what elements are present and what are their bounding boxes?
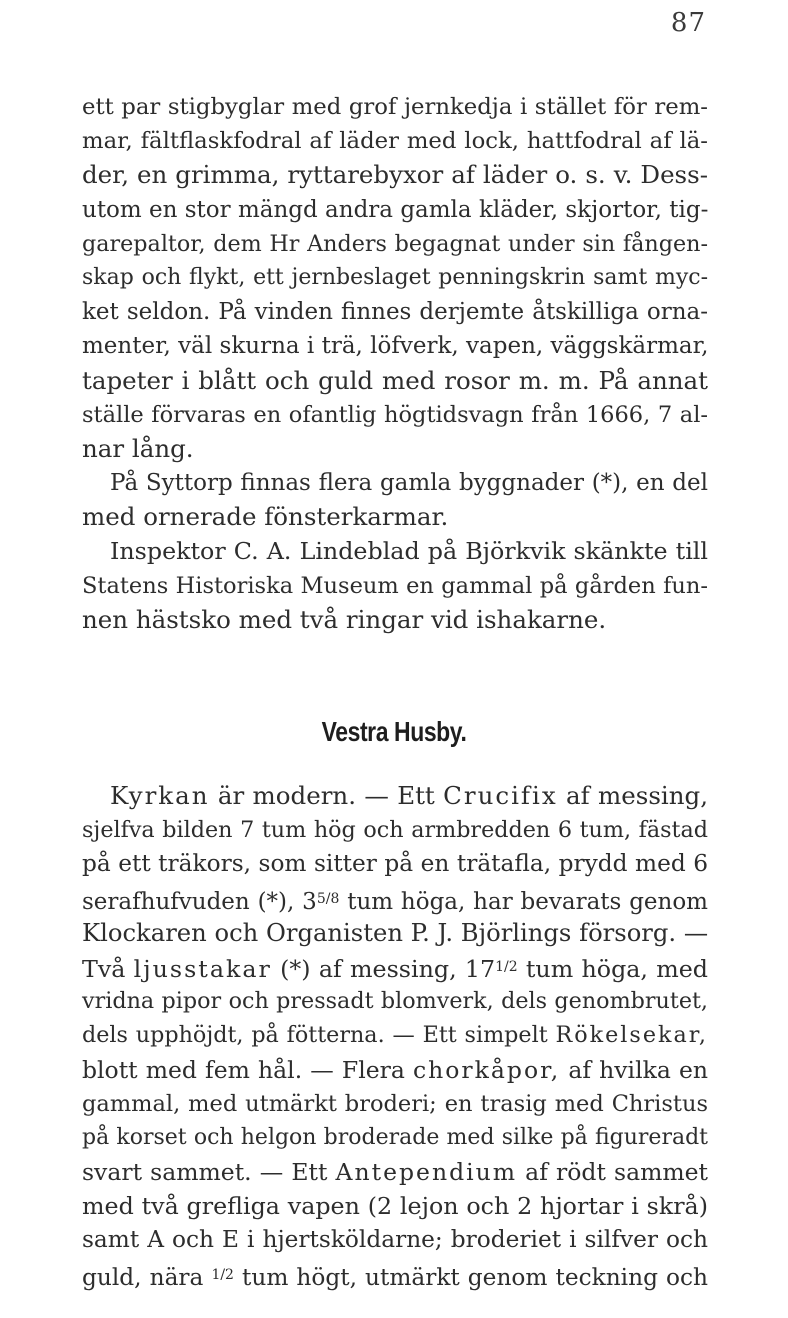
text-line — [82, 950, 708, 984]
text-line — [82, 1258, 708, 1292]
text-fragment: (*) af messing, 17 — [271, 954, 496, 983]
text-fragment: tum högt, utmärkt genom teckning och — [233, 1263, 708, 1291]
text-line: utom en stor mängd andra gamla kläder, skjortor, tig- — [82, 196, 709, 223]
text-fragment: tum höga, med — [517, 954, 709, 983]
text-line: ställe förvaras en ofantlig högtidsvagn från 1666, 7 al- — [82, 401, 708, 428]
text-line — [82, 882, 708, 916]
text-line: med ornerade fönsterkarmar. — [82, 502, 449, 532]
text-line: tapeter i blått och guld med rosor m. m. På annat — [82, 365, 708, 395]
text-fragment: guld, nära — [82, 1263, 212, 1291]
fraction: 1/2 — [211, 1266, 234, 1283]
text-fragment: är modern. — Ett — [209, 781, 444, 810]
text-line: ket seldon. På vinden finnes derjemte åtskilliga orna- — [82, 299, 708, 326]
spaced-term: Crucifix — [443, 781, 558, 810]
text-line: sjelfva bilden 7 tum hög och armbredden 6 tum, fästad — [82, 817, 708, 844]
paragraph-block-vestra-husby — [82, 779, 708, 1292]
text-line: menter, väl skurna i trä, löfverk, vapen, väggskärmar, — [82, 333, 709, 360]
text-fragment: svart sammet. — Ett — [82, 1158, 336, 1187]
spaced-term: ljusstakar — [133, 954, 272, 983]
text-line — [82, 1155, 708, 1189]
text-line — [82, 1053, 708, 1087]
text-fragment: af messing, — [557, 781, 708, 810]
text-line: ett par stigbyglar med grof jernkedja i stället för rem- — [82, 94, 708, 120]
spaced-term: Kyrkan — [110, 781, 210, 810]
text-line: på ett träkors, som sitter på en trätafla, prydd med 6 — [82, 850, 708, 878]
text-line: På Syttorp finnas flera gamla byggnader (*), en del — [110, 470, 708, 497]
text-line: Klockaren och Organisten P. J. Björlings försorg. — — [82, 917, 709, 947]
page-number: 87 — [670, 8, 706, 38]
text-line: skap och flykt, ett jernbeslaget penningskrin samt myc- — [82, 264, 708, 290]
text-line: nar lång. — [82, 433, 194, 463]
text-fragment: dels upphöjdt, på fötterna. — Ett simpelt — [82, 1022, 556, 1049]
text-fragment: af rödt sammet — [517, 1158, 708, 1187]
text-line: Inspektor C. A. Lindeblad på Björkvik skänkte till — [110, 537, 708, 566]
text-line — [82, 779, 708, 813]
text-line: på korset och helgon broderade med silke på figureradt — [82, 1124, 708, 1150]
text-line — [82, 1018, 708, 1052]
text-line: nen hästsko med två ringar vid ishakarne. — [82, 604, 607, 634]
text-fragment: serafhufvuden (*), 3 — [82, 888, 317, 915]
text-line: vridna pipor och pressadt blomverk, dels genombrutet, — [82, 988, 708, 1015]
paragraph-block-syttorp — [82, 90, 708, 637]
text-line: Statens Historiska Museum en gammal på gården fun- — [82, 572, 708, 599]
spaced-term: Antependium — [335, 1158, 518, 1187]
text-line: der, en grimma, ryttarebyxor af läder o. s. v. Dess- — [82, 160, 708, 190]
fraction: 1/2 — [495, 958, 518, 975]
text-line: med två grefliga vapen (2 lejon och 2 hjortar i skrå) — [82, 1192, 708, 1221]
text-line: gammal, med utmärkt broderi; en trasig med Christus — [82, 1090, 708, 1117]
text-line: garepaltor, dem Hr Anders begagnat under sin fången- — [82, 230, 708, 257]
text-fragment: tum höga, har bevarats genom — [339, 888, 708, 915]
text-line: mar, fältflaskfodral af läder med lock, hattfodral af lä- — [82, 128, 708, 155]
fraction: 5/8 — [316, 890, 340, 907]
text-fragment: af hvilka en — [560, 1055, 708, 1084]
text-line: samt A och E i hjertsköldarne; broderiet i silfver och — [82, 1226, 708, 1254]
text-fragment: blott med fem hål. — Flera — [82, 1055, 413, 1084]
spaced-term: Rökelsekar, — [555, 1022, 708, 1049]
spaced-term: chorkåpor, — [412, 1055, 561, 1084]
text-fragment: Två — [82, 954, 134, 983]
section-heading: Vestra Husby. — [321, 716, 467, 747]
